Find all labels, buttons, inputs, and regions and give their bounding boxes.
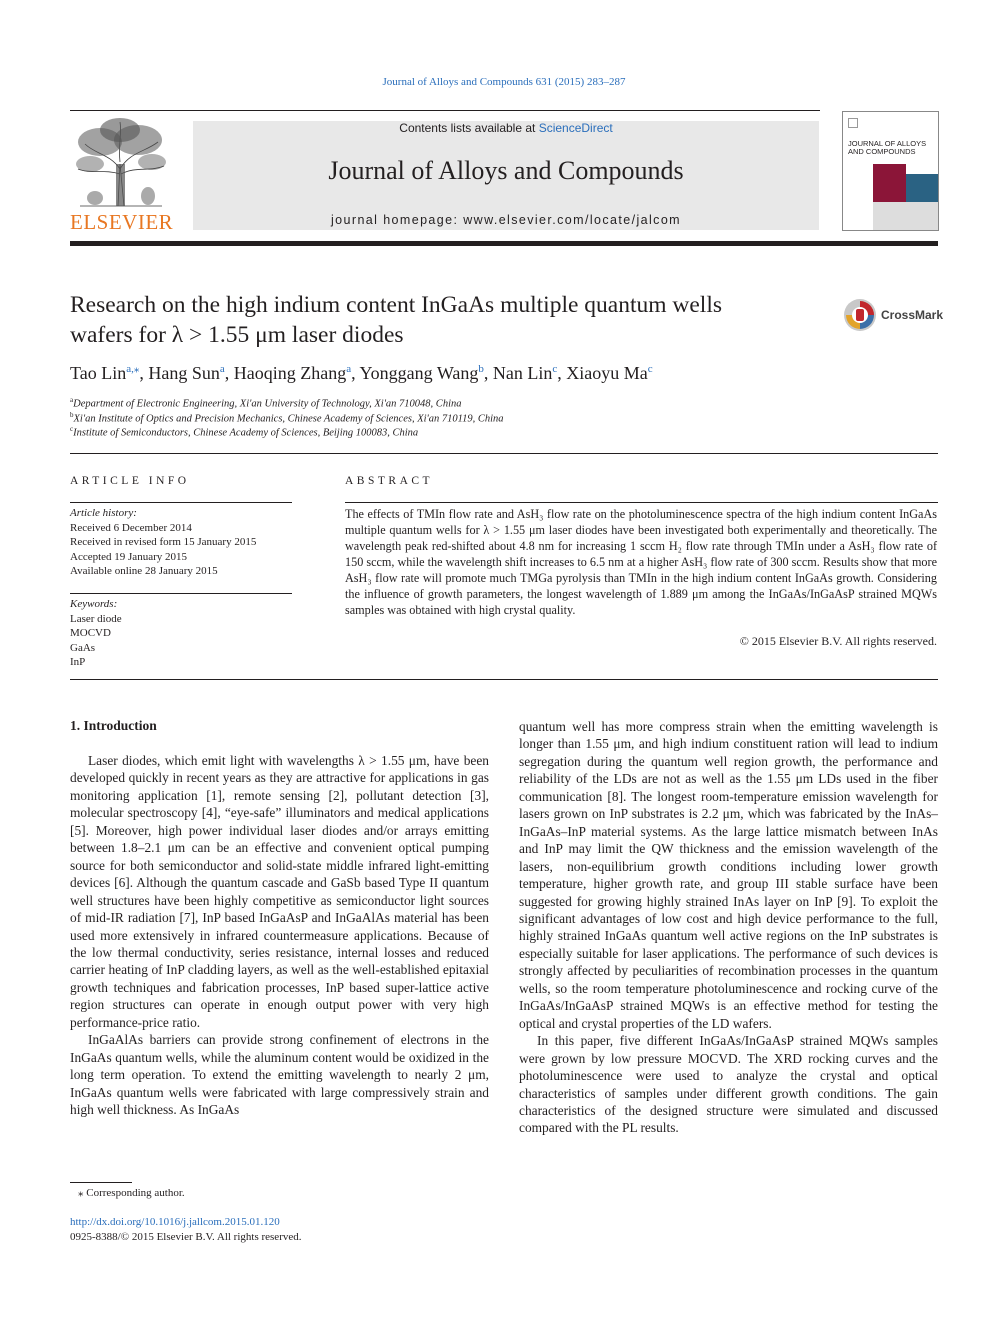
affiliation-text: Institute of Semiconductors, Chinese Academy of Sciences, Beijing 100083, China bbox=[73, 427, 419, 439]
article-history bbox=[70, 506, 256, 579]
journal-homepage bbox=[193, 213, 819, 227]
journal-cover-thumbnail[interactable] bbox=[842, 111, 939, 231]
history-item: Received 6 December 2014 bbox=[70, 521, 192, 534]
abstract-heading: ABSTRACT bbox=[345, 475, 434, 487]
affiliation-marker: a bbox=[70, 396, 74, 404]
author-affiliation-marker[interactable]: a,⁎ bbox=[126, 363, 140, 375]
homepage-prefix: journal homepage: bbox=[331, 213, 464, 227]
author-name[interactable]: Nan Lin bbox=[492, 363, 553, 383]
journal-header-band bbox=[193, 121, 819, 230]
keywords-label: Keywords: bbox=[70, 598, 118, 610]
issn-line: 0925-8388/© 2015 Elsevier B.V. All rights reserved. bbox=[70, 1231, 302, 1243]
header-top-rule bbox=[70, 110, 820, 111]
affiliation-marker: b bbox=[70, 411, 74, 419]
article-title bbox=[70, 290, 830, 350]
journal-citation[interactable]: Journal of Alloys and Compounds 631 (2015) 283–287 bbox=[382, 76, 626, 88]
cover-logo-icon bbox=[848, 118, 858, 128]
abstract-rule bbox=[345, 502, 938, 503]
cover-red-block bbox=[873, 164, 906, 202]
author-name[interactable]: Hang Sun bbox=[148, 363, 220, 383]
title-line-1: Research on the high indium content InGaAs multiple quantum wells bbox=[70, 292, 722, 318]
header-thick-rule bbox=[70, 241, 938, 246]
doi-link[interactable]: http://dx.doi.org/10.1016/j.jallcom.2015.01.120 bbox=[70, 1216, 280, 1228]
author-affiliation-marker[interactable]: a bbox=[219, 363, 225, 375]
cover-grey-block bbox=[873, 202, 938, 230]
affiliation-b bbox=[70, 411, 504, 425]
author-list: Tao Lin$^{a,⁎}$, Hang Sun$^a$, Haoqing Zhang$^a$, Yonggang Wang$^b$, Nan Lin$^c$, Xiaoyu Ma$^c$ bbox=[70, 363, 653, 383]
author-affiliation-marker[interactable]: b bbox=[478, 363, 484, 375]
article-info-rule bbox=[70, 502, 292, 503]
abstract-text: The effects of TMIn flow rate and AsH₃ flow rate on the photoluminescence spectra of the high indium content InGaAs multiple quantum wells for λ > 1.55 μm laser diodes have been investigated both experimentally and theoretically. The wavelength peak red-shifted about 4.8 nm for increasing 1 sccm H₂ flow rate through TMIn under a AsH₃ flow rate of 150 sccm, while the wavelength shift increases to 6.5 nm at a higher AsH₃ flow rate of 300 sccm. Results show that more AsH₃ flow rate will promote much TMGa pyrolysis than TMIn in the high indium content InGaAs growth. Considering the influence of growth parameters, the longest wavelength of 1.889 μm among the InGaAs/InGaAsP strained MQWs samples was obtained with high crystal quality. bbox=[345, 507, 937, 617]
body-paragraph: In this paper, five different InGaAs/InGaAsP strained MQWs samples were grown by low pressure MOCVD. The XRD rocking curves and the photoluminescence were used to analyze the crystal and optical characteristics of samples under different growth conditions. The gain characteristics of the designed structure were simulated and discussed compared with the PL results. bbox=[519, 1033, 938, 1136]
keyword[interactable]: Laser diode bbox=[70, 612, 122, 625]
author-affiliation-marker[interactable]: a bbox=[346, 363, 352, 375]
author-name[interactable]: Haoqing Zhang bbox=[233, 363, 347, 383]
copyright-notice: © 2015 Elsevier B.V. All rights reserved. bbox=[739, 634, 937, 648]
affiliation-a bbox=[70, 396, 461, 410]
author-name[interactable]: Tao Lin bbox=[70, 363, 127, 383]
corresponding-author-footnote: ⁎ Corresponding author. bbox=[78, 1187, 185, 1199]
crossmark-label: CrossMark bbox=[881, 308, 944, 322]
author-affiliation-marker[interactable]: c bbox=[552, 363, 558, 375]
affiliation-c bbox=[70, 425, 418, 439]
title-bottom-rule bbox=[70, 453, 938, 454]
affiliation-text: Xi'an Institute of Optics and Precision Mechanics, Chinese Academy of Sciences, Xi'an 710119, China bbox=[73, 413, 504, 425]
author-name[interactable]: Xiaoyu Ma bbox=[566, 363, 648, 383]
keyword[interactable]: InP bbox=[70, 656, 86, 668]
history-item: Accepted 19 January 2015 bbox=[70, 550, 187, 563]
body-paragraph: Laser diodes, which emit light with wavelengths λ > 1.55 μm, have been developed quickly in recent years as they are attractive for applications in gas monitoring application [1], remote sensing [2], pollutant detection [3], molecular spectroscopy [4], “eye-safe” illuminators and medical applications [5]. Moreover, high power individual laser diodes and/or arrays emitting between 1.8–2.1 μm can be an effective and convenient optical pumping source for both semiconductor and solid-state middle infrared light-emitting devices [6]. Although the quantum cascade and GaSb based Type II quantum well structures have been highly competitive as semiconductor light sources of mid-IR radiation [7], InP based InGaAsP and InGaAlAs material has been used more extensively in infrared countermeasure applications. Because of the low thermal conductivity, series resistance, internal losses and reduced carrier heating of InP cladding layers, as well as the well-established epitaxial growth techniques and fabrication processes, InP based super-lattice active region structures can operate in enough output power with very high performance-price ratio. bbox=[70, 753, 489, 1030]
keyword[interactable]: MOCVD bbox=[70, 627, 111, 639]
contents-prefix: Contents lists available at bbox=[399, 121, 539, 135]
contents-line bbox=[193, 121, 819, 135]
history-item: Available online 28 January 2015 bbox=[70, 565, 218, 577]
affiliation-text: Department of Electronic Engineering, Xi'an University of Technology, Xi'an 710048, China bbox=[73, 398, 462, 410]
body-column-right bbox=[519, 718, 938, 1137]
keywords-rule bbox=[70, 593, 292, 594]
elsevier-logo[interactable] bbox=[70, 114, 174, 234]
history-item: Received in revised form 15 January 2015 bbox=[70, 536, 257, 548]
author-name[interactable]: Yonggang Wang bbox=[359, 363, 479, 383]
author-affiliation-marker[interactable]: c bbox=[647, 363, 653, 375]
history-label: Article history: bbox=[70, 507, 137, 519]
abstract-bottom-rule bbox=[70, 679, 938, 680]
elsevier-wordmark: ELSEVIER bbox=[70, 210, 174, 234]
body-paragraph: quantum well has more compress strain when the emitting wavelength is longer than 1.55 μm, and high indium constituent ration will lead to indium segregation during the quantum well region growth, the performance and reliability of the LDs are not as well as the 1.55 μm LDs used in the fiber communication [8]. The longest room-temperature emission wavelength for lasers grown on InP substrates is 2.2 μm, which was fabricated by the InAs–InGaAs–InP material systems. As the large lattice mismatch between InAs and InP may limit the QW thickness and the emission wavelength of the lasers, non-equilibrium growth conditions including lower growth temperature, higher growth rate, and group III stable surface have been suggested for growing highly strained InAs layer on InP [9]. To exploit the significant advantages of low cost and high device performance to the full, highly strained InGaAs quantum well active regions on the InP substrates is especially suitable for laser applications. The performance of such devices is strongly affected by peculiarities of recombination processes in the quantum wells, so the room temperature photoluminescence and rocking curve of the InGaAs/InGaAsP strained MQWs is an effective method for testing the optical and crystal properties of the LD wafers. bbox=[519, 719, 938, 1031]
title-line-2: wafers for λ > 1.55 μm laser diodes bbox=[70, 322, 404, 348]
article-info-heading: ARTICLE INFO bbox=[70, 475, 190, 487]
cover-text: JOURNAL OF ALLOYS AND COMPOUNDS bbox=[848, 139, 927, 156]
crossmark-badge[interactable] bbox=[843, 298, 943, 334]
keyword[interactable]: GaAs bbox=[70, 641, 96, 654]
affiliation-marker: c bbox=[70, 425, 74, 433]
section-heading: 1. Introduction bbox=[70, 718, 157, 733]
crossmark-icon bbox=[843, 298, 877, 332]
keywords-block bbox=[70, 597, 122, 670]
body-paragraph: InGaAlAs barriers can provide strong confinement of electrons in the InGaAs quantum wells, while the aluminum content would be oxidized in the long term operation. To extend the emitting wavelength to nearly 2 μm, InGaAs quantum wells were fabricated with large compressively strain and high well thickness. As InGaAs bbox=[70, 1032, 489, 1118]
journal-name[interactable]: Journal of Alloys and Compounds bbox=[328, 156, 684, 185]
cover-blue-block bbox=[906, 174, 938, 202]
sciencedirect-link[interactable]: ScienceDirect bbox=[538, 121, 613, 135]
body-column-left bbox=[70, 752, 489, 1119]
homepage-url[interactable]: www.elsevier.com/locate/jalcom bbox=[463, 213, 681, 227]
footnote-rule bbox=[70, 1182, 132, 1183]
